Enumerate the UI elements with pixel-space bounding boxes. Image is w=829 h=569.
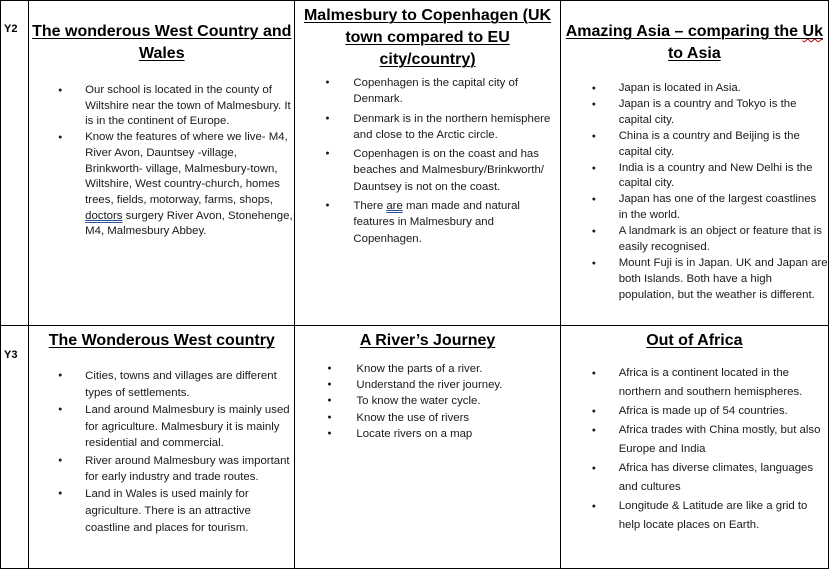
topic-cell: [560, 326, 828, 569]
topic-title: Out of Africa: [646, 332, 743, 349]
list-item: ● Japan is located in Asia.: [619, 81, 828, 97]
bullet-list: [29, 83, 294, 240]
list-item: ● Africa trades with China mostly, but also Europe and India: [619, 421, 828, 459]
list-item: ● Japan has one of the largest coastlines in the world.: [619, 192, 828, 224]
list-item: ● Understand the river journey.: [356, 377, 559, 393]
list-item: ● Cities, towns and villages are different types of settlements.: [85, 368, 294, 401]
topic-cell: [560, 1, 828, 326]
topic-title: The wonderous West Country and Wales: [32, 23, 292, 62]
list-item: ● Copenhagen is the capital city of Denmark.: [353, 75, 559, 108]
list-item: ● Know the use of rivers: [356, 410, 559, 426]
list-item: ● India is a country and New Delhi is the capital city.: [619, 161, 828, 193]
list-item: ● There are man made and natural features in Malmesbury and Copenhagen.: [353, 198, 559, 247]
bullet-list: [295, 75, 559, 247]
topic-title: Amazing Asia – comparing the Uk to Asia: [565, 23, 823, 62]
topic-cell: [295, 1, 560, 326]
list-item: ● Know the parts of a river.: [356, 361, 559, 377]
proofing-mark: Uk: [802, 23, 823, 40]
topic-cell: [29, 326, 295, 569]
list-item: ● Know the features of where we live- M4, River Avon, Dauntsey -village, Brinkworth- village, Malmesbury-town, Wiltshire, West country-church, homes trees, fields, motorway, farms, shops, doctors surgery River Avon, Stonehenge, M4, Malmesbury Abbey.: [85, 130, 294, 240]
bullet-list: [561, 364, 828, 535]
list-item: ● Denmark is in the northern hemisphere and close to the Arctic circle.: [353, 111, 559, 144]
list-item: ● Africa is made up of 54 countries.: [619, 402, 828, 421]
proofing-mark: are: [386, 200, 403, 213]
list-item: ● Longitude & Latitude are like a grid to help locate places on Earth.: [619, 497, 828, 535]
bullet-list: [561, 81, 828, 304]
year-cell: [1, 1, 29, 326]
year-cell: [1, 326, 29, 569]
topic-cell: [295, 326, 560, 569]
topic-title: A River’s Journey: [359, 332, 496, 349]
list-item: ● Our school is located in the county of Wiltshire near the town of Malmesbury. It is in the continent of Europe.: [85, 83, 294, 130]
list-item: ● China is a country and Beijing is the capital city.: [619, 129, 828, 161]
list-item: ● Locate rivers on a map: [356, 426, 559, 442]
proofing-mark: doctors: [85, 209, 123, 222]
list-item: ● Japan is a country and Tokyo is the capital city.: [619, 97, 828, 129]
topic-title: The Wonderous West country: [48, 332, 275, 349]
list-item: ● Land around Malmesbury is mainly used for agriculture. Malmesbury it is mainly residential and commercial.: [85, 402, 294, 452]
bullet-list: [29, 368, 294, 537]
list-item: ● Copenhagen is on the coast and has beaches and Malmesbury/Brinkworth/ Dauntsey is not on the coast.: [353, 146, 559, 195]
list-item: ● Africa is a continent located in the northern and southern hemispheres.: [619, 364, 828, 402]
list-item: ● To know the water cycle.: [356, 393, 559, 409]
topic-title: Malmesbury to Copenhagen (UK town compared to EU city/country): [303, 7, 552, 68]
year-label: Y2: [4, 23, 18, 35]
year-label: Y3: [4, 349, 18, 361]
bullet-list: [295, 361, 559, 442]
list-item: ● Land in Wales is used mainly for agriculture. There is an attractive coastline and places for tourism.: [85, 486, 294, 536]
table-row-y2: [1, 1, 829, 326]
list-item: ● Mount Fuji is in Japan. UK and Japan are both Islands. Both have a high population, but the weather is different.: [619, 256, 828, 304]
list-item: ● A landmark is an object or feature that is easily recognised.: [619, 224, 828, 256]
topic-cell: [29, 1, 295, 326]
table-row-y3: [1, 326, 829, 569]
list-item: ● Africa has diverse climates, languages and cultures: [619, 459, 828, 497]
list-item: ● River around Malmesbury was important for early industry and trade routes.: [85, 453, 294, 486]
